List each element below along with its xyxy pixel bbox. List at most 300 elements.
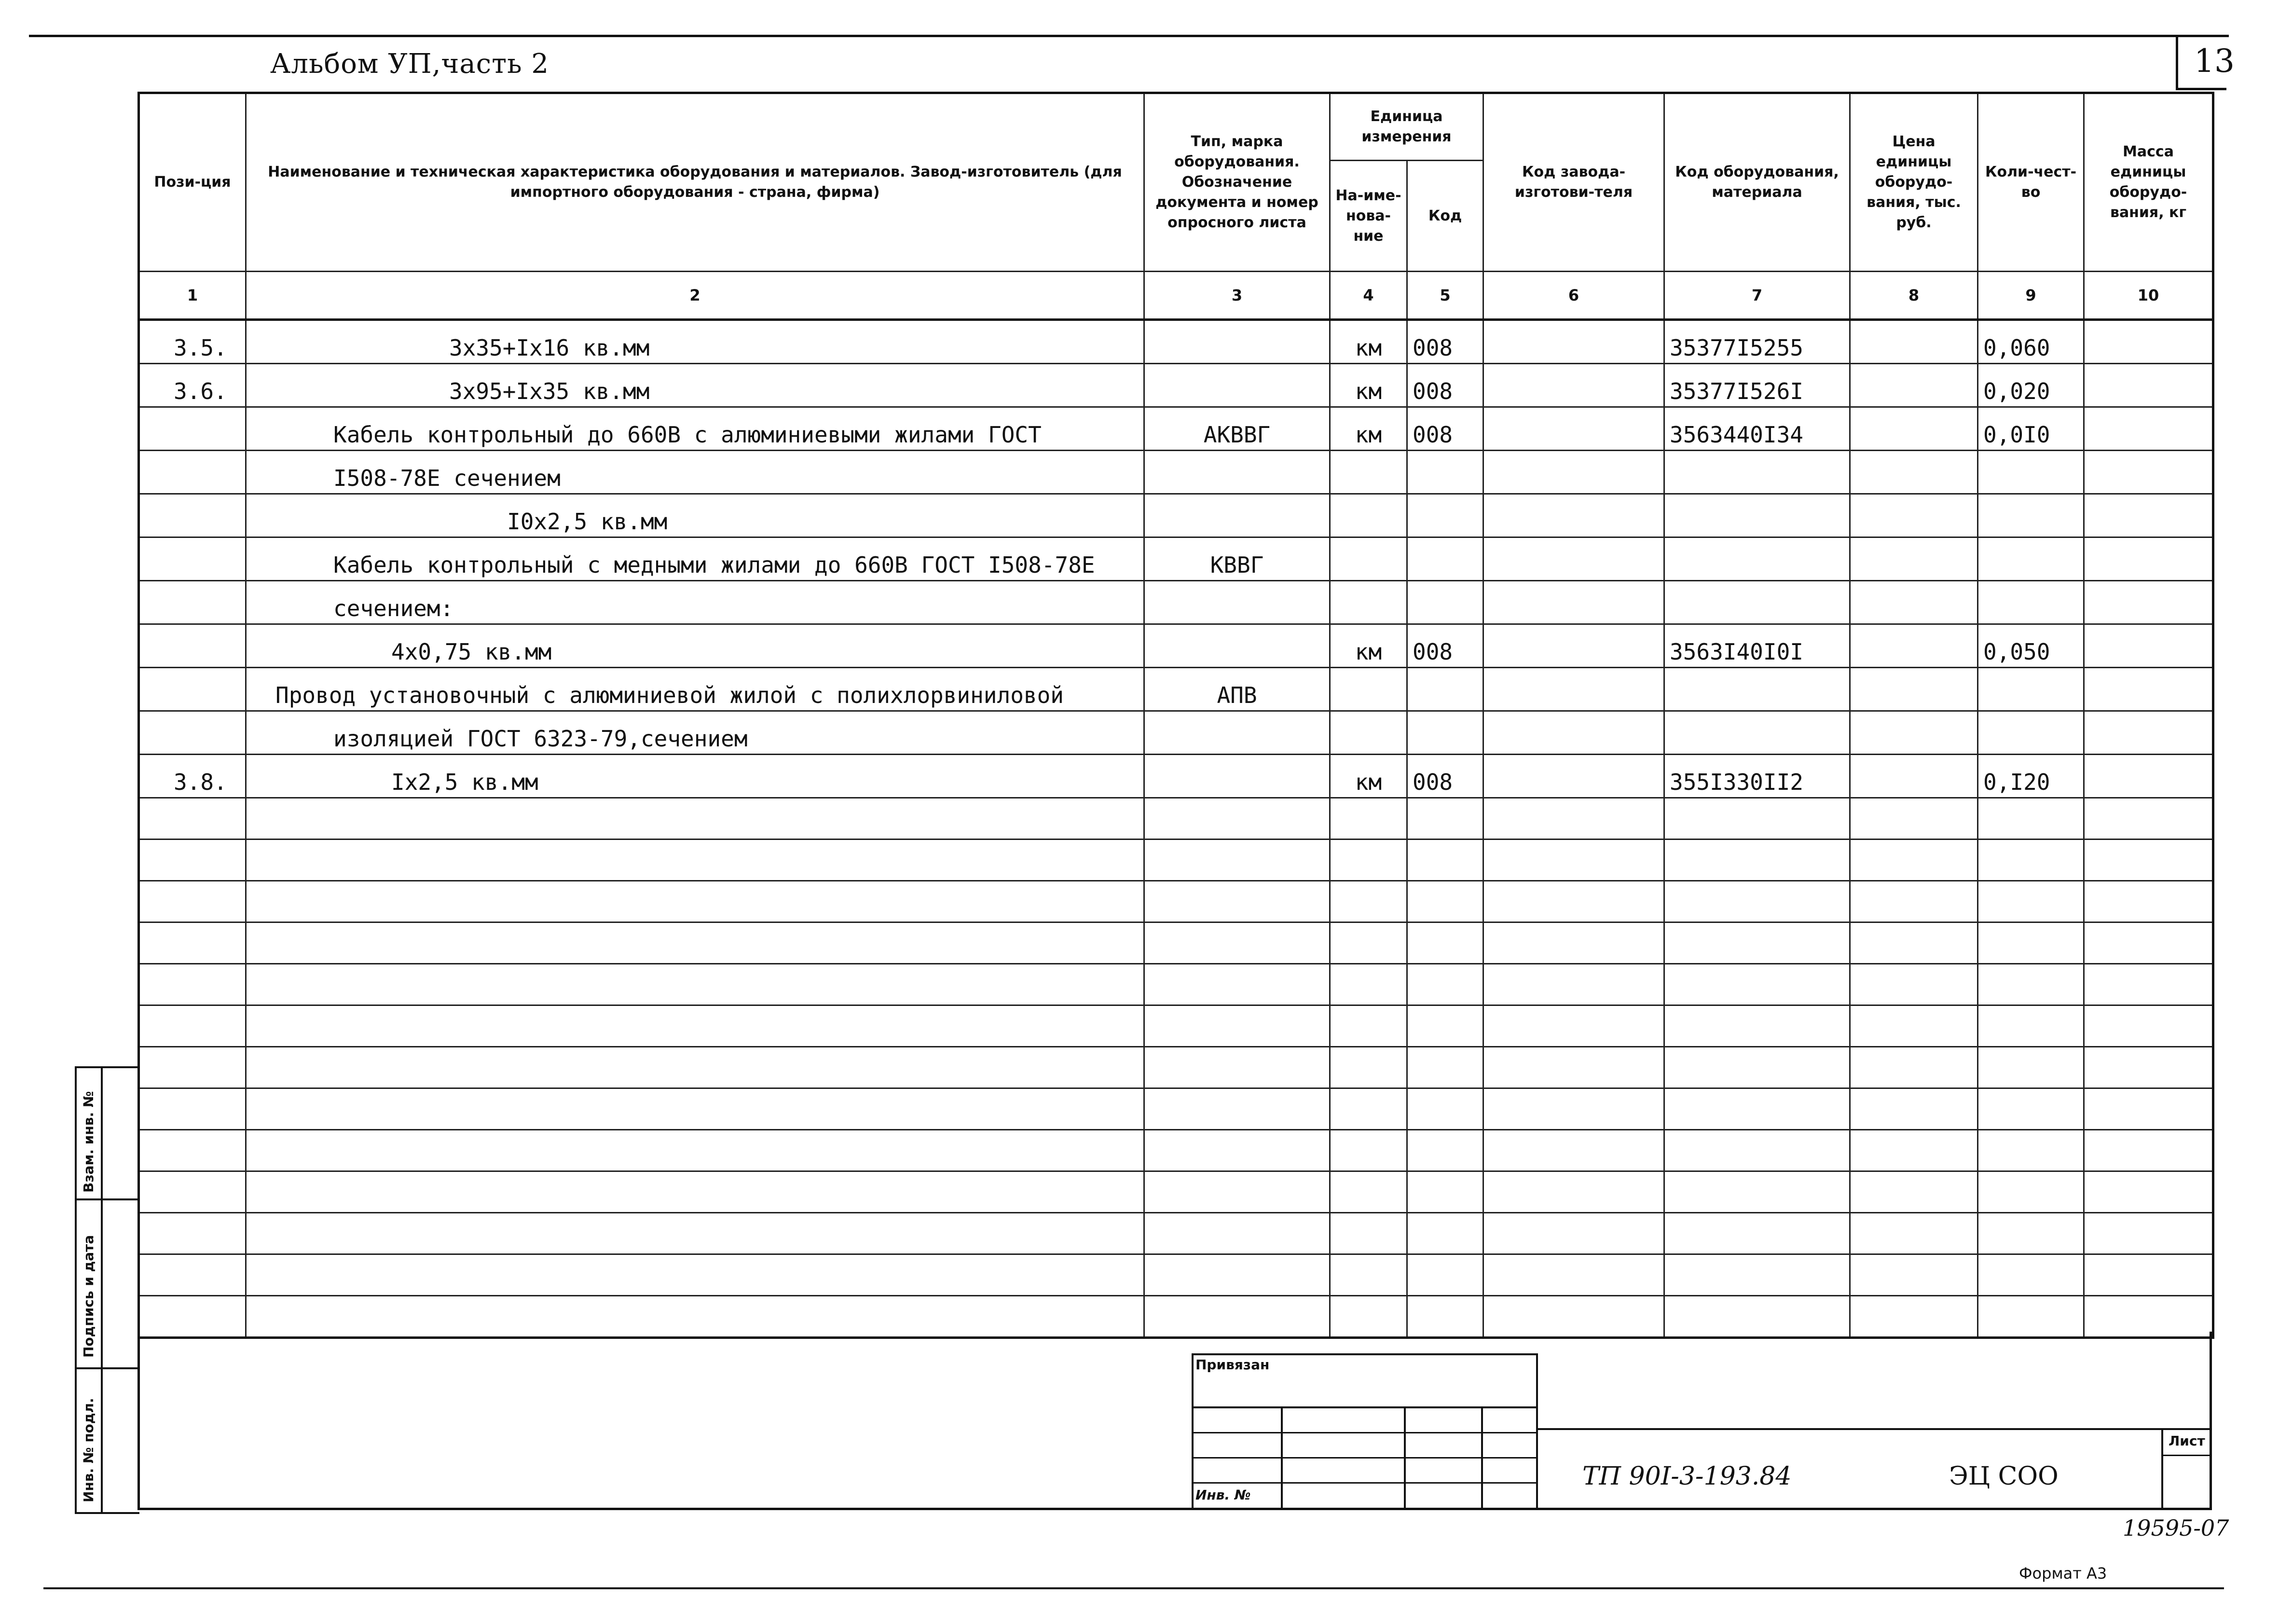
material-code-cell bbox=[1664, 451, 1850, 494]
plant-code-cell bbox=[1483, 364, 1664, 407]
mass-cell bbox=[2084, 407, 2213, 451]
empty-cell bbox=[1330, 1088, 1407, 1130]
empty-table-row bbox=[139, 1130, 2213, 1171]
stamp-divider bbox=[77, 1198, 139, 1200]
quantity-cell: 0,050 bbox=[1978, 624, 2084, 668]
empty-cell bbox=[246, 1130, 1144, 1171]
price-cell bbox=[1850, 711, 1978, 755]
quantity-cell bbox=[1978, 581, 2084, 624]
plant-code-cell bbox=[1483, 537, 1664, 581]
empty-cell bbox=[1483, 1213, 1664, 1254]
album-title: Альбом УП,часть 2 bbox=[270, 48, 549, 80]
empty-cell bbox=[1483, 1088, 1664, 1130]
empty-cell bbox=[1144, 798, 1330, 840]
mass-cell bbox=[2084, 711, 2213, 755]
position-cell bbox=[139, 581, 246, 624]
empty-cell bbox=[139, 964, 246, 1005]
name-cell: изоляцией ГОСТ 6323-79,сечением bbox=[246, 711, 1144, 755]
empty-cell bbox=[1407, 1213, 1483, 1254]
col-header-unit-group: Единица измерения bbox=[1330, 93, 1483, 161]
position-cell bbox=[139, 624, 246, 668]
empty-table-row bbox=[139, 881, 2213, 922]
col-header-plant-code: Код завода-изготови-теля bbox=[1483, 93, 1664, 272]
empty-cell bbox=[1330, 922, 1407, 964]
empty-cell bbox=[1407, 1130, 1483, 1171]
empty-cell bbox=[246, 1005, 1144, 1047]
type-cell bbox=[1144, 494, 1330, 537]
empty-table-row bbox=[139, 1254, 2213, 1296]
table-row bbox=[139, 711, 2213, 755]
stamp-label-original-inv: Инв. № подл. bbox=[81, 1398, 96, 1502]
empty-cell bbox=[1330, 881, 1407, 922]
empty-cell bbox=[2084, 1130, 2213, 1171]
empty-cell bbox=[1330, 1047, 1407, 1088]
mass-cell bbox=[2084, 451, 2213, 494]
binding-grid-line bbox=[1192, 1482, 1538, 1484]
empty-cell bbox=[2084, 798, 2213, 840]
empty-cell bbox=[1850, 1254, 1978, 1296]
sheet-box-divider bbox=[2161, 1455, 2212, 1456]
name-cell: сечением: bbox=[246, 581, 1144, 624]
binding-grid-line bbox=[1281, 1406, 1283, 1510]
empty-cell bbox=[139, 1171, 246, 1213]
empty-cell bbox=[1144, 840, 1330, 881]
empty-cell bbox=[1664, 964, 1850, 1005]
table-row bbox=[139, 494, 2213, 537]
price-cell bbox=[1850, 407, 1978, 451]
empty-table-row bbox=[139, 1005, 2213, 1047]
empty-cell bbox=[1664, 840, 1850, 881]
empty-cell bbox=[1850, 1130, 1978, 1171]
empty-cell bbox=[2084, 1254, 2213, 1296]
empty-cell bbox=[1978, 840, 2084, 881]
type-cell bbox=[1144, 624, 1330, 668]
price-cell bbox=[1850, 451, 1978, 494]
empty-cell bbox=[246, 1213, 1144, 1254]
mass-cell bbox=[2084, 364, 2213, 407]
binding-grid-line bbox=[1404, 1406, 1406, 1510]
empty-cell bbox=[1407, 1254, 1483, 1296]
specification-table bbox=[137, 92, 2214, 1339]
column-number: 8 bbox=[1850, 272, 1978, 320]
mass-cell bbox=[2084, 320, 2213, 364]
empty-cell bbox=[139, 922, 246, 964]
plant-code-cell bbox=[1483, 407, 1664, 451]
empty-cell bbox=[2084, 1047, 2213, 1088]
unit-name-cell bbox=[1330, 537, 1407, 581]
stamp-label-signature-date: Подпись и дата bbox=[81, 1235, 96, 1358]
unit-name-cell bbox=[1330, 451, 1407, 494]
empty-cell bbox=[1664, 922, 1850, 964]
empty-cell bbox=[2084, 1171, 2213, 1213]
name-cell: 3x95+Ix35 кв.мм bbox=[246, 364, 1144, 407]
empty-cell bbox=[246, 922, 1144, 964]
quantity-cell bbox=[1978, 711, 2084, 755]
table-row bbox=[139, 668, 2213, 711]
inv-number-label: Инв. № bbox=[1195, 1487, 1251, 1503]
empty-cell bbox=[1978, 1130, 2084, 1171]
empty-cell bbox=[246, 1171, 1144, 1213]
plant-code-cell bbox=[1483, 711, 1664, 755]
empty-cell bbox=[1664, 1047, 1850, 1088]
unit-name-cell bbox=[1330, 711, 1407, 755]
bound-label: Привязан bbox=[1195, 1357, 1270, 1373]
material-code-cell: 3563440I34 bbox=[1664, 407, 1850, 451]
quantity-cell bbox=[1978, 451, 2084, 494]
title-block-divider bbox=[1538, 1428, 2212, 1430]
col-header-quantity: Коли-чест-во bbox=[1978, 93, 2084, 272]
empty-cell bbox=[139, 840, 246, 881]
empty-cell bbox=[1407, 840, 1483, 881]
table-row bbox=[139, 364, 2213, 407]
empty-cell bbox=[1664, 1130, 1850, 1171]
unit-code-cell: 008 bbox=[1407, 407, 1483, 451]
empty-cell bbox=[1483, 840, 1664, 881]
unit-name-cell bbox=[1330, 494, 1407, 537]
empty-cell bbox=[1664, 1088, 1850, 1130]
empty-cell bbox=[1664, 1254, 1850, 1296]
unit-name-cell: км bbox=[1330, 407, 1407, 451]
type-cell bbox=[1144, 451, 1330, 494]
column-number: 1 bbox=[139, 272, 246, 320]
quantity-cell: 0,060 bbox=[1978, 320, 2084, 364]
unit-name-cell: км bbox=[1330, 320, 1407, 364]
empty-table-row bbox=[139, 798, 2213, 840]
name-cell: I0x2,5 кв.мм bbox=[246, 494, 1144, 537]
document-suffix: ЭЦ СОО bbox=[1949, 1462, 2059, 1491]
empty-cell bbox=[1483, 922, 1664, 964]
plant-code-cell bbox=[1483, 581, 1664, 624]
type-cell bbox=[1144, 581, 1330, 624]
material-code-cell: 35377I526I bbox=[1664, 364, 1850, 407]
quantity-cell: 0,I20 bbox=[1978, 755, 2084, 798]
plant-code-cell bbox=[1483, 755, 1664, 798]
unit-code-cell bbox=[1407, 537, 1483, 581]
empty-cell bbox=[1978, 964, 2084, 1005]
empty-cell bbox=[1978, 1254, 2084, 1296]
empty-cell bbox=[2084, 964, 2213, 1005]
empty-cell bbox=[1850, 1047, 1978, 1088]
empty-cell bbox=[1850, 1213, 1978, 1254]
empty-cell bbox=[2084, 881, 2213, 922]
unit-name-cell: км bbox=[1330, 624, 1407, 668]
stamp-label-replaced-inv: Взам. инв. № bbox=[81, 1091, 96, 1193]
empty-cell bbox=[2084, 840, 2213, 881]
column-number: 2 bbox=[246, 272, 1144, 320]
bottom-border-line bbox=[43, 1587, 2224, 1589]
empty-cell bbox=[1144, 1171, 1330, 1213]
title-block-frame bbox=[137, 1332, 2212, 1510]
mass-cell bbox=[2084, 755, 2213, 798]
empty-cell bbox=[1144, 1254, 1330, 1296]
empty-cell bbox=[1978, 1088, 2084, 1130]
binding-grid-line bbox=[1481, 1406, 1483, 1510]
handwritten-number: 19595-07 bbox=[2123, 1515, 2229, 1541]
plant-code-cell bbox=[1483, 451, 1664, 494]
sheet-label: Лист bbox=[2169, 1433, 2205, 1449]
type-cell bbox=[1144, 320, 1330, 364]
empty-table-row bbox=[139, 1047, 2213, 1088]
column-number: 4 bbox=[1330, 272, 1407, 320]
empty-cell bbox=[1407, 1005, 1483, 1047]
empty-cell bbox=[246, 1047, 1144, 1088]
name-cell: Кабель контрольный до 660В с алюминиевыми жилами ГОСТ bbox=[246, 407, 1144, 451]
empty-cell bbox=[1407, 922, 1483, 964]
mass-cell bbox=[2084, 624, 2213, 668]
empty-cell bbox=[139, 1088, 246, 1130]
empty-table-row bbox=[139, 922, 2213, 964]
empty-table-row bbox=[139, 1088, 2213, 1130]
unit-code-cell bbox=[1407, 451, 1483, 494]
empty-cell bbox=[2084, 1213, 2213, 1254]
name-cell: 4x0,75 кв.мм bbox=[246, 624, 1144, 668]
empty-cell bbox=[1483, 1047, 1664, 1088]
unit-code-cell: 008 bbox=[1407, 755, 1483, 798]
position-cell: 3.5. bbox=[139, 320, 246, 364]
empty-cell bbox=[1330, 964, 1407, 1005]
empty-cell bbox=[139, 1254, 246, 1296]
empty-cell bbox=[1483, 1130, 1664, 1171]
empty-cell bbox=[1144, 881, 1330, 922]
empty-cell bbox=[1850, 1171, 1978, 1213]
empty-cell bbox=[1144, 1047, 1330, 1088]
quantity-cell bbox=[1978, 494, 2084, 537]
column-number: 5 bbox=[1407, 272, 1483, 320]
empty-table-row bbox=[139, 840, 2213, 881]
empty-cell bbox=[1978, 1171, 2084, 1213]
binding-grid-line bbox=[1192, 1432, 1538, 1433]
name-cell: 3x35+Ix16 кв.мм bbox=[246, 320, 1144, 364]
col-header-name: Наименование и техническая характеристика оборудования и материалов. Завод-изготовитель (для импортного оборудования - страна, фирма) bbox=[246, 93, 1144, 272]
price-cell bbox=[1850, 537, 1978, 581]
name-cell: I508-78E сечением bbox=[246, 451, 1144, 494]
plant-code-cell bbox=[1483, 624, 1664, 668]
col-header-mass: Масса единицы оборудо-вания, кг bbox=[2084, 93, 2213, 272]
material-code-cell: 35377I5255 bbox=[1664, 320, 1850, 364]
position-cell bbox=[139, 494, 246, 537]
unit-code-cell bbox=[1407, 711, 1483, 755]
empty-cell bbox=[1978, 798, 2084, 840]
unit-name-cell: км bbox=[1330, 755, 1407, 798]
position-cell bbox=[139, 668, 246, 711]
price-cell bbox=[1850, 364, 1978, 407]
empty-cell bbox=[1144, 1130, 1330, 1171]
empty-cell bbox=[1978, 1047, 2084, 1088]
unit-code-cell: 008 bbox=[1407, 624, 1483, 668]
empty-cell bbox=[1664, 1005, 1850, 1047]
mass-cell bbox=[2084, 668, 2213, 711]
empty-cell bbox=[1144, 1005, 1330, 1047]
table-row bbox=[139, 320, 2213, 364]
col-header-price: Цена единицы оборудо-вания, тыс. руб. bbox=[1850, 93, 1978, 272]
table-row bbox=[139, 407, 2213, 451]
empty-table-row bbox=[139, 964, 2213, 1005]
material-code-cell: 3563I40I0I bbox=[1664, 624, 1850, 668]
empty-cell bbox=[1330, 1130, 1407, 1171]
empty-cell bbox=[246, 798, 1144, 840]
col-header-material-code: Код оборудования, материала bbox=[1664, 93, 1850, 272]
empty-cell bbox=[2084, 922, 2213, 964]
document-code: ТП 90I-3-193.84 bbox=[1582, 1462, 1792, 1491]
binding-grid-line bbox=[1192, 1457, 1538, 1459]
table-row bbox=[139, 451, 2213, 494]
empty-table-row bbox=[139, 1171, 2213, 1213]
col-header-position: Пози-ция bbox=[139, 93, 246, 272]
material-code-cell bbox=[1664, 581, 1850, 624]
position-cell bbox=[139, 711, 246, 755]
empty-cell bbox=[1144, 1213, 1330, 1254]
mass-cell bbox=[2084, 494, 2213, 537]
empty-cell bbox=[1664, 1171, 1850, 1213]
empty-cell bbox=[1330, 1005, 1407, 1047]
empty-cell bbox=[1483, 1005, 1664, 1047]
mass-cell bbox=[2084, 537, 2213, 581]
empty-cell bbox=[1850, 798, 1978, 840]
empty-cell bbox=[139, 798, 246, 840]
empty-cell bbox=[246, 840, 1144, 881]
quantity-cell bbox=[1978, 668, 2084, 711]
empty-cell bbox=[1664, 881, 1850, 922]
column-number: 7 bbox=[1664, 272, 1850, 320]
stamp-strip bbox=[75, 1066, 139, 1514]
unit-code-cell bbox=[1407, 668, 1483, 711]
empty-cell bbox=[1483, 964, 1664, 1005]
empty-table-row bbox=[139, 1213, 2213, 1254]
column-number: 9 bbox=[1978, 272, 2084, 320]
empty-cell bbox=[1850, 922, 1978, 964]
empty-cell bbox=[1978, 922, 2084, 964]
empty-cell bbox=[2084, 1088, 2213, 1130]
material-code-cell bbox=[1664, 711, 1850, 755]
empty-cell bbox=[246, 964, 1144, 1005]
type-cell: КВВГ bbox=[1144, 537, 1330, 581]
column-number: 3 bbox=[1144, 272, 1330, 320]
price-cell bbox=[1850, 494, 1978, 537]
empty-cell bbox=[139, 1005, 246, 1047]
empty-cell bbox=[139, 1047, 246, 1088]
material-code-cell bbox=[1664, 494, 1850, 537]
empty-cell bbox=[1330, 840, 1407, 881]
plant-code-cell bbox=[1483, 494, 1664, 537]
quantity-cell bbox=[1978, 537, 2084, 581]
empty-cell bbox=[139, 881, 246, 922]
empty-cell bbox=[1407, 881, 1483, 922]
empty-cell bbox=[1483, 1254, 1664, 1296]
empty-cell bbox=[1144, 964, 1330, 1005]
plant-code-cell bbox=[1483, 320, 1664, 364]
mass-cell bbox=[2084, 581, 2213, 624]
table-row bbox=[139, 624, 2213, 668]
position-cell bbox=[139, 451, 246, 494]
col-header-type: Тип, марка оборудования. Обозначение документа и номер опросного листа bbox=[1144, 93, 1330, 272]
empty-cell bbox=[139, 1213, 246, 1254]
empty-cell bbox=[1978, 881, 2084, 922]
unit-name-cell: км bbox=[1330, 364, 1407, 407]
table-row bbox=[139, 581, 2213, 624]
type-cell bbox=[1144, 711, 1330, 755]
name-cell: Провод установочный с алюминиевой жилой с полихлорвиниловой bbox=[246, 668, 1144, 711]
empty-cell bbox=[1144, 1088, 1330, 1130]
type-cell bbox=[1144, 364, 1330, 407]
empty-cell bbox=[1407, 1088, 1483, 1130]
name-cell: Ix2,5 кв.мм bbox=[246, 755, 1144, 798]
column-number-row bbox=[139, 272, 2213, 320]
price-cell bbox=[1850, 755, 1978, 798]
price-cell bbox=[1850, 320, 1978, 364]
format-label: Формат А3 bbox=[2019, 1564, 2107, 1583]
unit-code-cell: 008 bbox=[1407, 320, 1483, 364]
unit-code-cell bbox=[1407, 581, 1483, 624]
stamp-divider bbox=[77, 1367, 139, 1369]
position-cell: 3.8. bbox=[139, 755, 246, 798]
type-cell: АПВ bbox=[1144, 668, 1330, 711]
column-number: 10 bbox=[2084, 272, 2213, 320]
type-cell bbox=[1144, 755, 1330, 798]
empty-cell bbox=[246, 1088, 1144, 1130]
type-cell: АКВВГ bbox=[1144, 407, 1330, 451]
col-header-unit-code: Код bbox=[1407, 161, 1483, 272]
binding-grid-line bbox=[1192, 1406, 1538, 1408]
quantity-cell: 0,020 bbox=[1978, 364, 2084, 407]
empty-cell bbox=[1850, 1005, 1978, 1047]
empty-cell bbox=[1330, 1254, 1407, 1296]
empty-cell bbox=[1664, 1213, 1850, 1254]
empty-cell bbox=[1407, 964, 1483, 1005]
empty-cell bbox=[1407, 1171, 1483, 1213]
unit-code-cell: 008 bbox=[1407, 364, 1483, 407]
price-cell bbox=[1850, 624, 1978, 668]
empty-cell bbox=[1850, 964, 1978, 1005]
position-cell bbox=[139, 407, 246, 451]
quantity-cell: 0,0I0 bbox=[1978, 407, 2084, 451]
col-header-unit-name: На-име-нова-ние bbox=[1330, 161, 1407, 272]
table-row bbox=[139, 755, 2213, 798]
empty-cell bbox=[1407, 1047, 1483, 1088]
empty-cell bbox=[1144, 922, 1330, 964]
top-border-line bbox=[29, 35, 2229, 37]
empty-cell bbox=[1330, 798, 1407, 840]
sheet-box-divider bbox=[2161, 1428, 2163, 1510]
empty-cell bbox=[139, 1130, 246, 1171]
empty-cell bbox=[246, 1254, 1144, 1296]
empty-cell bbox=[1978, 1213, 2084, 1254]
table-row bbox=[139, 537, 2213, 581]
unit-name-cell bbox=[1330, 581, 1407, 624]
unit-name-cell bbox=[1330, 668, 1407, 711]
empty-cell bbox=[1978, 1005, 2084, 1047]
empty-cell bbox=[1483, 1171, 1664, 1213]
empty-cell bbox=[1483, 881, 1664, 922]
empty-cell bbox=[1330, 1171, 1407, 1213]
name-cell: Кабель контрольный с медными жилами до 660В ГОСТ I508-78E bbox=[246, 537, 1144, 581]
position-cell bbox=[139, 537, 246, 581]
empty-cell bbox=[1850, 881, 1978, 922]
material-code-cell bbox=[1664, 537, 1850, 581]
empty-cell bbox=[1850, 840, 1978, 881]
material-code-cell: 355I330II2 bbox=[1664, 755, 1850, 798]
stamp-column bbox=[101, 1068, 139, 1512]
column-number: 6 bbox=[1483, 272, 1664, 320]
empty-cell bbox=[1664, 798, 1850, 840]
empty-cell bbox=[1850, 1088, 1978, 1130]
material-code-cell bbox=[1664, 668, 1850, 711]
empty-cell bbox=[1407, 798, 1483, 840]
price-cell bbox=[1850, 581, 1978, 624]
unit-code-cell bbox=[1407, 494, 1483, 537]
empty-cell bbox=[1483, 798, 1664, 840]
plant-code-cell bbox=[1483, 668, 1664, 711]
page-number: 13 bbox=[2194, 42, 2235, 80]
